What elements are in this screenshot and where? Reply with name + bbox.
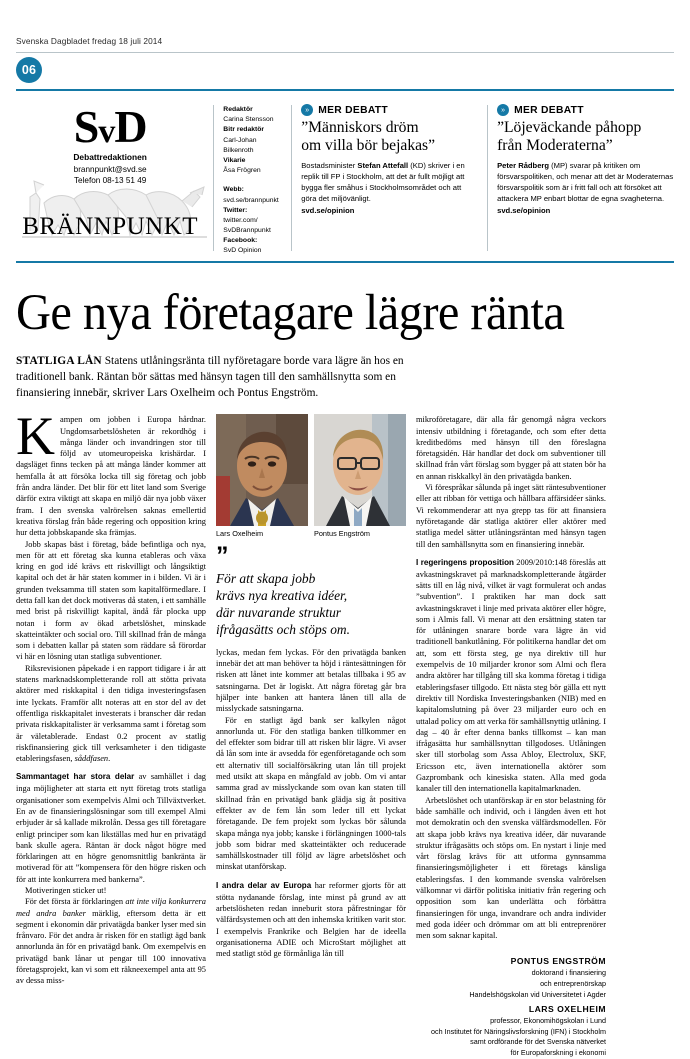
promo-1-headline-line2: om villa bör bejakas” [301, 137, 436, 155]
editor-box-gap [223, 176, 282, 185]
col3-para-3 [416, 557, 606, 795]
signature-title-1a: doktorand i finansiering [531, 968, 606, 978]
photo-captions [216, 526, 406, 538]
promo-2-body [497, 161, 674, 205]
promo-1-headline [301, 119, 478, 156]
caption-pontus-engstrom: Pontus Engström [314, 529, 370, 539]
col1-para-4 [16, 771, 206, 885]
divider-1 [213, 105, 214, 251]
promo-2-kicker [497, 104, 674, 116]
col1-para-1: Kampen om jobben i Europa hårdnar. Ungdomsarbetslösheten är rekordhög i många länder och invandringen stor till följd av utomeuropeiska krishärdar. I dagsläget finns tecken på att många länder kommer att hemfalla åt att försöka locka till sig företag och jobb från andra länder. Det blir för ett litet land som Sverige därför extra viktigt att skapa en miljö där nya jobb växer fram. I den svenska valrörelsen saknas emellertid kreativa förslag från både regering och opposition kring hur detta jobbskapande ska främjas. [16, 406, 206, 538]
pull-quote-line-3: där nuvarande struktur [216, 605, 341, 621]
col1-para-6-em: att inte vilja konkurrera med andra banker [16, 897, 206, 918]
column-2 [216, 414, 406, 1058]
promo-2-body-name: Peter Rådberg [497, 160, 550, 170]
col3-para-3-text: 2009/2010:148 föreslås att avkastningskravet på marknadskompletterande åtgärder sätts till en låg nivå, vilket är vagt formulerat och andas ”subvention”. I praktiken har man dock satt avkastningskravet i linje med privata aktörer eller högre, som i Almis fall. Vi menar att den ersättning staten tar för utlåningen snarare borde vara lägre än vid traditionell bankutlåning. För politikerna handlar det om att, som ett första steg, ge nya direktiv till hur exempelvis de 10 miljarder kronor som Almi och flera andra aktörer har tillgång till ska komma företag i tidiga etableringsfaser tillgodo. Ett nästa steg bör gälla ett nytt direktiv till Nordiska Investeringsbanken (NIB) med en kapitalomslutning på över 23 miljarder euro och en uttalad policy om att verka för samhällsnyttig utlåning. I dag – 40 år efter denna banks tillkomst – kan man ifrågasätta hur samhällsnyttan tillgodoses. Utlåningen sker till storbolag som Assa Abloy, Electrolux, SKF, Ericsson etc, även internationella aktörer som Gazprombank och kinesiska staten. Alla med goda kanaler till den internationella kapitalmarknaden. [416, 557, 606, 794]
col1-para-3-em: såddfasen [74, 754, 109, 764]
article-headline: Ge nya företagare lägre ränta [16, 285, 565, 341]
substitute-role-label: Vikarie [223, 156, 246, 164]
col3-para-3-bold: I regeringens proposition [416, 557, 514, 567]
col1-para-4-text: av samhället i dag inga möjligheter att starta ett nytt företag trots statliga organisationer som exempelvis Almi och Tillväxtverket. En av de finansieringslösningar som till exempel Almi erbjuder är så kallade mikrolån. Dessa ges till företagare enligt principer som kan likställas med hur en privatägd bank skulle agera. Räntan är dock något högre med förklaringen att en högre genomsnittlig bankränta är motiverad för att ”kompensera för den högre risken och för att inte konkurrera med bankerna”. [16, 772, 206, 884]
promo-2-headline-line1: ”Löjeväckande påhopp [497, 119, 642, 136]
deputy-editor-name-2: Bilkenroth [223, 146, 254, 154]
col1-para-6 [16, 896, 206, 986]
promo-1-body-post: (KD) skriver i en replik till FP i Stockholm, att det är fullt möjligt att bygga fler småhus i Stockholmsområdet och att göra det miljövänligt. [301, 160, 465, 203]
col2-para-2: För en statligt ägd bank ser kalkylen något annorlunda ut. För den statliga banken tillkommer en del effekter som bidrar till att risken blir lägre. Vi avser då lån som inte är avsedda för egenföretagande och som ett alternativ till socialförsäkring utan lån till projekt med utsikt att skapa en mångfald av jobb. Om vi antar samma grad av misslyckande som ovan kan staten till skillnad från en privatägd bank glädja sig åt positiva effekter av de fem lån som leder till ett lyckat företagande. De fem projekt som lyckas bör sålunda skapa många nya jobb; kanske i förlängningen 1000-tals jobb som bidrar med skatteintäkter och reducerade samhällskostnader till följd av lägre arbetslöshet och minskat utanförskap. [216, 715, 406, 872]
svd-logo [16, 101, 204, 152]
promo-mer-debatt-1[interactable] [301, 103, 478, 251]
promo-2-body-post: (MP) svarar på kritiken om försvarspolitiken, och menar att det är Moderaternas försvarspolitik som är i fritt fall och att försöket att attackera MP enbart blottar de egna svagheterna. [497, 160, 674, 203]
promo-2-kicker-text: MER DEBATT [514, 104, 584, 116]
col3-para-1: mikroföretagare, där alla får genomgå några veckors intensiv utbildning i företagande, och som efter detta kreditbedöms med hänsyn till den föreslagna företagsidén. Här handlar det dock om subventioner till skillnad från vårt förslag som bygger på att staten bör ha en annan riskkalkyl än den privatägda banken. [416, 415, 606, 481]
editor-box [223, 103, 282, 255]
header-rule [16, 89, 674, 91]
twitter-label: Twitter: [223, 206, 248, 214]
col1-para-2: Jobb skapas bäst i företag, både befintliga och nya, men för att ett företag ska kunna etableras och växa kring en god idé krävs ett riskvilligt och långsiktigt kapital och det är här staten kommer in i bilden. Vi är i grunden tveksamma till staten som kapitalförmedlare. I detta fall kan det dock motiveras då staten, i ett samhälle med brist på riskvilligt kapital, ändå får plocka upp notan i form av ökad arbetslöshet, minskade skatteintäkter och social oro. Till skillnad från de många som i debatten kallar på staten som räddare så förordar vi här en lösning utan statliga subventioner. [16, 539, 206, 662]
promo-1-headline-line1: ”Människors dröm [301, 119, 419, 136]
signature-title-2a: professor, Ekonomihögskolan i Lund [490, 1015, 606, 1025]
divider-2 [291, 105, 292, 251]
dateline: Svenska Dagbladet fredag 18 juli 2014 [16, 36, 163, 46]
promo-1-body-name: Stefan Attefall [357, 160, 409, 170]
desk-label: Debattredaktionen [73, 151, 147, 162]
col1-para-3a: Riksrevisionen påpekade i en rapport tidigare i år att statens marknadskompletterande roll att stötta privata aktörer med riskkapital i den tidiga investeringsfasen inte lyckats. Framför allt noteras att en stor del av det offentliga riskkapitalet investerats i branscher där redan privata riskkapitalister är verksamma samt i företag som är väletablerade. Endast 0.2 procent av statlig riskfinansiering gick till verksamheter i den tidigaste etableringsfasen, [16, 663, 206, 764]
col1-para-5: Motiveringen sticker ut! [25, 885, 107, 895]
section-rule [16, 261, 674, 263]
divider-3 [487, 105, 488, 251]
photo-lars-oxelheim [216, 414, 308, 526]
web-value[interactable]: svd.se/brannpunkt [223, 196, 279, 204]
column-3 [416, 414, 606, 1058]
desk-phone: Telefon 08-13 51 49 [73, 176, 147, 186]
article-columns [16, 406, 674, 1058]
article-lead [16, 354, 404, 401]
logo-letter-s: S [73, 101, 99, 152]
head-zone [16, 101, 674, 255]
signature-title-1c: Handelshögskolan vid Universitetet i Agder [469, 989, 606, 999]
promo-mer-debatt-2[interactable] [497, 103, 674, 251]
col2-para-3-bold: I andra delar av Europa [216, 880, 312, 890]
author-signature [416, 955, 606, 1058]
col2-para-3-text: har reformer gjorts för att stötta nydanande förslag, inte minst på grund av att arbetslösheten redan inneburit stora påfrestningar för välfärdsystemen och att den inhemska kritiken varit stor. I exempelvis Frankrike och Belgien har de ideella organisationerna ADIE och MicroStart möjlighet att med statligt stöd ge förmånliga lån till [216, 880, 407, 959]
promo-2-headline-line2: från Moderaterna” [497, 137, 613, 155]
promo-2-headline [497, 119, 674, 156]
editor-name: Carina Stensson [223, 116, 274, 124]
col2-para-1: lyckas, medan fem lyckas. För den privatägda banken innebär det att man behöver ta höjd i räntesättningen för risken att lånet inte kommer att betalas tillbaka i 95 av satsningarna. Det är logiskt. Att några företag går bra hjälper inte banken att hantera lånen till alla de misslyckade satsningarna. [216, 647, 406, 714]
pull-quote-line-1: För att skapa jobb [216, 571, 316, 587]
author-photos [216, 414, 406, 526]
signature-title-2c: samt ordförande för det Svenska nätverket [470, 1037, 606, 1047]
double-chevron-right-icon: » [497, 104, 509, 116]
signature-title-2d: för Europaforskning i ekonomi [510, 1047, 606, 1057]
caption-lars-oxelheim: Lars Oxelheim [216, 529, 264, 539]
editor-role-label: Redaktör [223, 106, 253, 113]
col1-para-6a: För det första är förklaringen [25, 897, 126, 907]
signature-name-1: PONTUS ENGSTRÖM [510, 956, 606, 967]
col1-para-3 [16, 663, 206, 765]
facebook-label: Facebook: [223, 237, 258, 245]
photo-pontus-engstrom [314, 414, 406, 526]
col1-para-4-bold: Sammantaget har stora delar [16, 772, 135, 782]
pull-quote-line-2: krävs nya kreativa idéer, [216, 588, 348, 604]
twitter-value-1[interactable]: twitter.com/ [223, 216, 258, 224]
deputy-editor-role-label: Bitr redaktör [223, 126, 265, 134]
facebook-value[interactable]: SvD Opinion [223, 247, 262, 255]
col3-para-4: Arbetslöshet och utanförskap är en stor belastning för både samhälle och individ, och i längden även ett hot mot demokratin och den svenska välfärdsmodellen. För att skapa jobb krävs nya kreativa idéer, där nuvarande struktur ifrågasätts och stöps om. En nystart i linje med vårt förslag krävs för att utforma gynnsamma finansieringsmöjligheter i ett företags känsliga etableringsfas. I den kommande svenska valrörelsen välkomnar vi därför politiska initiativ från regering och opposition som kan underlätta och förbättra finansieringen för unga, invandrare och andra individer med goda idéer och drömmar om att bli entreprenörer men som saknar kapital. [416, 795, 606, 941]
web-label: Webb: [223, 186, 244, 194]
page-number-row [16, 53, 674, 87]
promo-2-link[interactable]: svd.se/opinion [497, 206, 551, 216]
signature-title-2b: och Institutet för Näringslivsforskning (IFN) i Stockholm [431, 1026, 606, 1036]
col3-para-2: Vi förespråkar sålunda på inget sätt räntesubventioner eller att ribban för vettiga och hållbara affärsidéer sänks. Vi rekommenderar att nya grepp tas för att finansiera nyföretagande där statliga aktörer eller aktörer med statliga medel sätter utlåningsräntan med hänsyn tagen till den samhällsnytta som en finansiering innebär. [416, 483, 606, 549]
lead-text: Statens utlåningsränta till nyföretagare borde vara lägre än hos en traditionell bank. Räntan bör sättas med hänsyn tagen till den samhällsnytta som en finansiering innebär, skriver Lars Oxelheim och Pontus Engström. [16, 355, 404, 399]
col1-para-3b: . [108, 754, 111, 764]
logo-letter-d: D [114, 101, 147, 152]
quote-mark-icon: ” [216, 542, 228, 571]
signature-title-1b: och entreprenörskap [540, 978, 606, 988]
pull-quote [216, 542, 406, 639]
substitute-name: Åsa Frögren [223, 167, 261, 175]
pull-quote-line-4: ifrågasätts och stöps om. [216, 621, 350, 637]
page-number-badge: 06 [16, 57, 42, 83]
promo-1-link[interactable]: svd.se/opinion [301, 206, 355, 216]
section-name: BRÄNNPUNKT [22, 212, 199, 240]
promo-1-kicker [301, 104, 478, 116]
logo-letter-v: v [98, 113, 115, 150]
desk-email: brannpunkt@svd.se [73, 164, 147, 174]
promo-1-kicker-text: MER DEBATT [318, 104, 388, 116]
masthead [16, 103, 204, 251]
column-1 [16, 406, 206, 1058]
col1-para-6b: märklig, eftersom detta är ett segment i ekonomin där privatägda banker lyser med sin frånvaro. För det andra är risken för en statligt ägd bank annorlunda än för en privatägd bank. Om exempelvis en privatägd bank lånar ut pengar till 100 innovativa företagsprojekt, kan vi som ett räkneexempel anta att 95 av dessa miss- [16, 908, 206, 986]
lead-kicker: STATLIGA LÅN [16, 355, 102, 368]
deputy-editor-name-1: Carl-Johan [223, 136, 257, 144]
col2-para-3 [216, 880, 406, 960]
signature-name-2: LARS OXELHEIM [528, 1004, 606, 1015]
pull-quote-text [216, 571, 406, 639]
masthead-contact [16, 152, 204, 187]
twitter-value-2[interactable]: SvDBrannpunkt [223, 227, 271, 235]
promo-1-body [301, 161, 478, 205]
promo-1-body-pre: Bostadsminister [301, 160, 358, 170]
double-chevron-right-icon: » [301, 104, 313, 116]
